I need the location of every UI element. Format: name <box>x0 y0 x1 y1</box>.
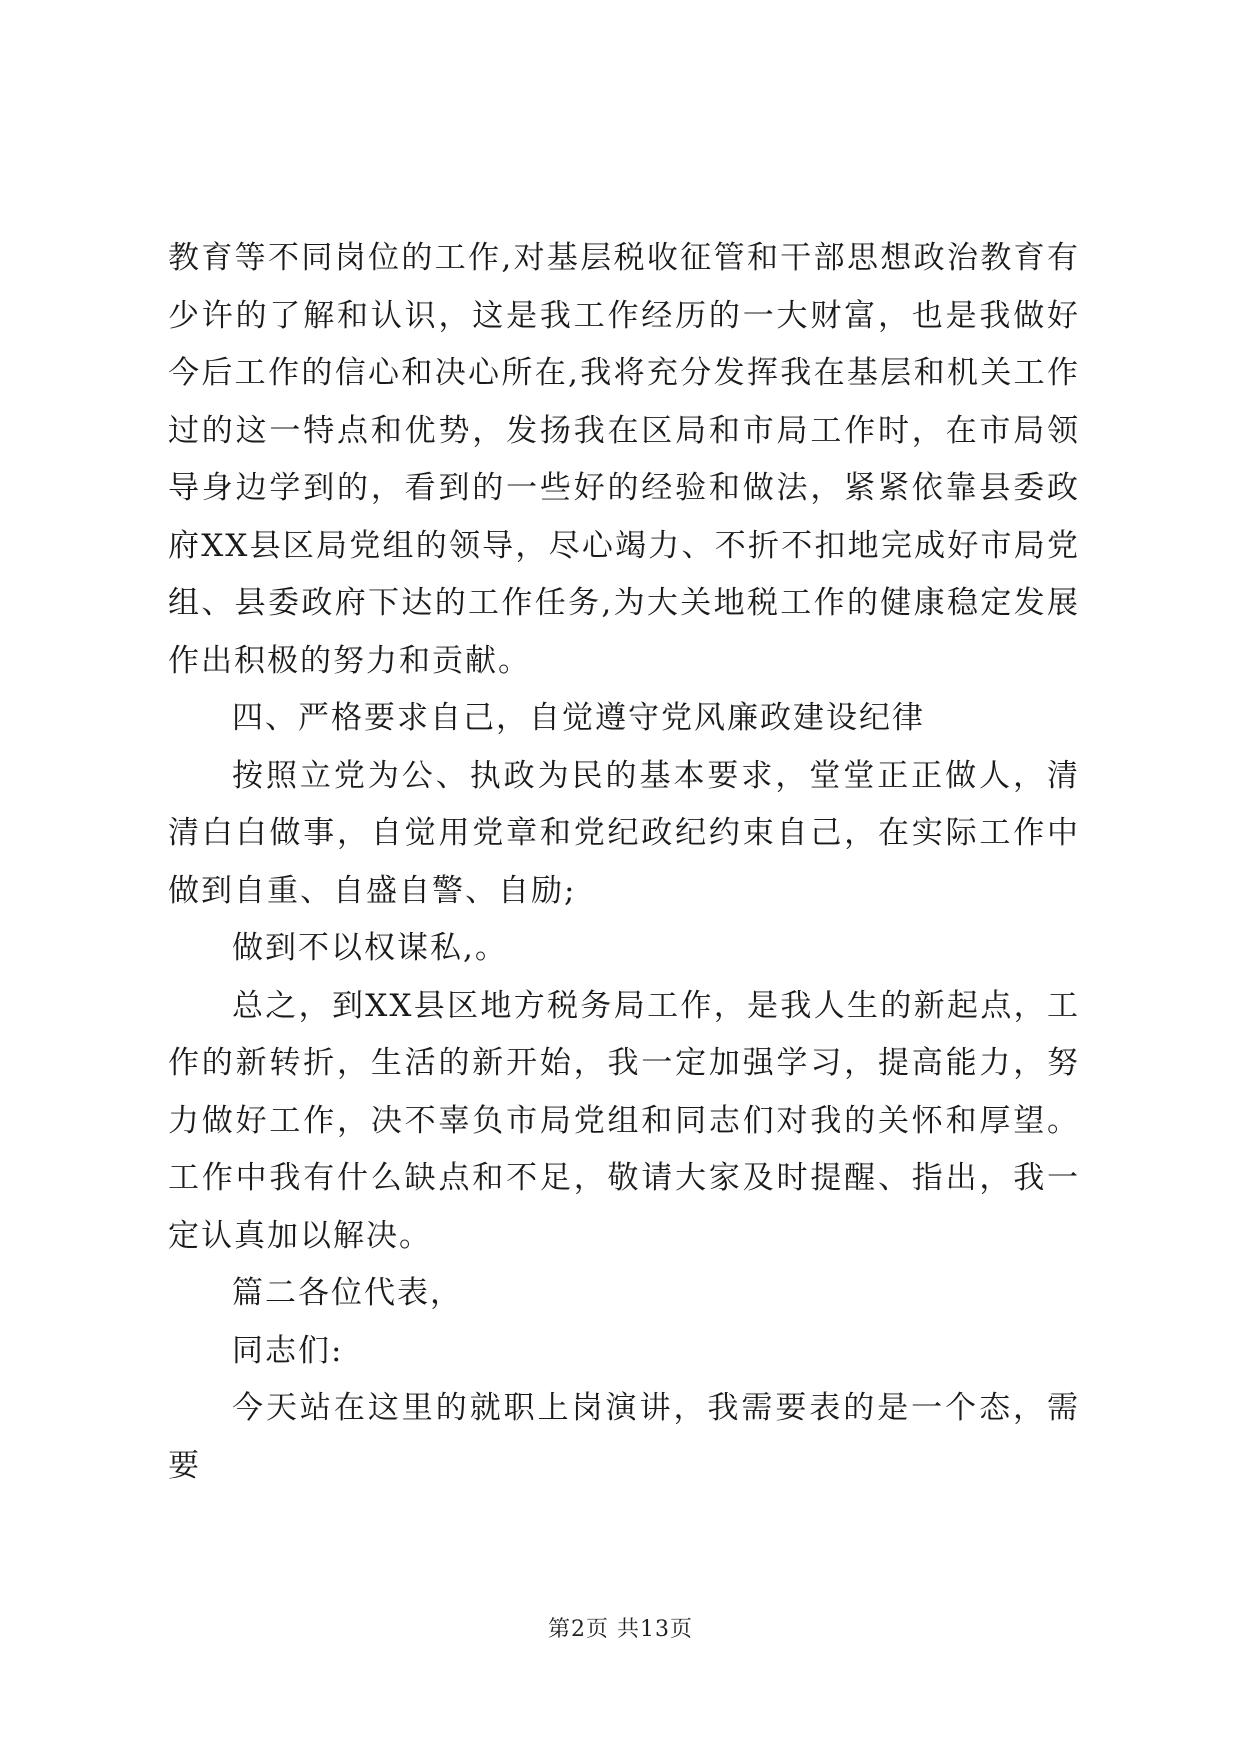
salutation: 同志们: <box>232 1332 344 1369</box>
paragraph: 做到不以权谋私,。 <box>232 930 508 966</box>
paragraph: 教育等不同岗位的工作,对基层税收征管和干部思想政治教育有少许的了解和认识，这是我工作经历的一大财富，也是我做好今后工作的信心和决心所在,我将充分发挥我在基层和机关工作过的这一特点和优势，发扬我在区局和市局工作时，在市局领导身边学到的，看到的一些好的经验和做法，紧紧依靠县委政府XX县区局党组的领导，尽心竭力、不折不扣地完成好市局党组、县委政府下达的工作任务,为大关地税工作的健康稳定发展作出积极的努力和贡献。 <box>168 240 1080 679</box>
paragraph: 总之，到XX县区地方税务局工作，是我人生的新起点，工作的新转折，生活的新开始，我一定加强学习，提高能力，努力做好工作，决不辜负市局党组和同志们对我的关怀和厚望。工作中我有什么缺点和不足，敬请大家及时提醒、指出，我一定认真加以解决。 <box>168 987 1080 1254</box>
paragraph: 按照立党为公、执政为民的基本要求，堂堂正正做人，清清白白做事，自觉用党章和党纪政纪约束自己，在实际工作中做到自重、自盛自警、自励; <box>168 757 1080 909</box>
paragraph: 今天站在这里的就职上岗演讲，我需要表的是一个态，需要 <box>168 1390 1080 1484</box>
page-number-footer: 第2页 共13页 <box>548 1617 693 1642</box>
section-heading: 篇二各位代表， <box>232 1275 463 1311</box>
section-heading: 四、严格要求自己，自觉遵守党风廉政建设纪律 <box>232 700 925 736</box>
document-body <box>168 230 1080 1495</box>
